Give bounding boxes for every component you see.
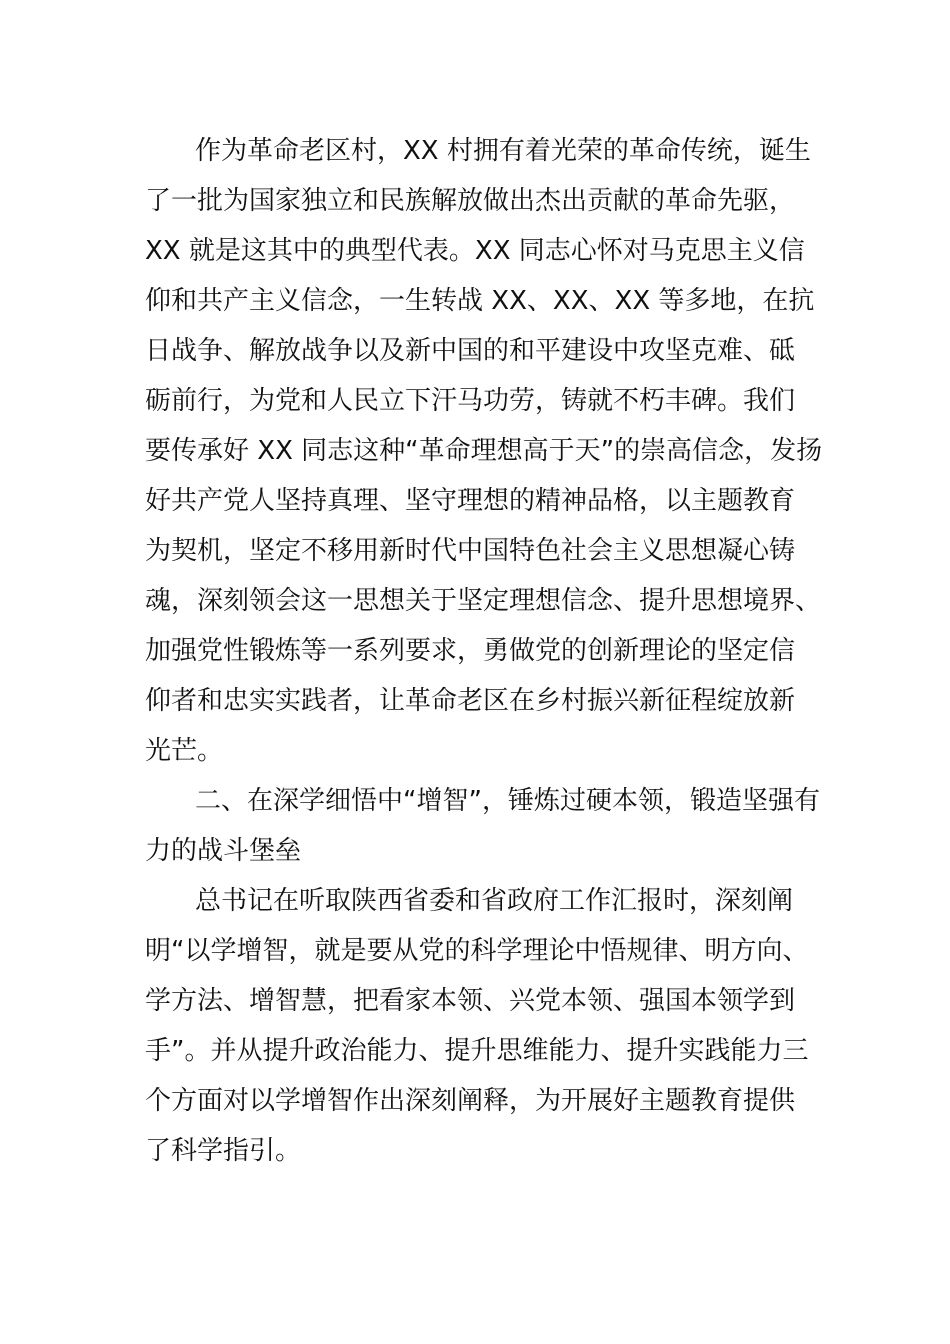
section-heading-line-2: 力的战斗堡垒 xyxy=(145,836,302,866)
paragraph-1-line-7: 要传承好 XX 同志这种“革命理想高于天”的崇高信念，发扬 xyxy=(145,436,823,466)
paragraph-1-line-11: 加强党性锻炼等一系列要求，勇做党的创新理论的坚定信 xyxy=(145,636,796,666)
paragraph-1-line-3: XX 就是这其中的典型代表。XX 同志心怀对马克思主义信 xyxy=(145,236,805,266)
paragraph-1-line-6: 砺前行，为党和人民立下汗马功劳，铸就不朽丰碑。我们 xyxy=(145,386,796,416)
paragraph-1-line-1: 作为革命老区村，XX 村拥有着光荣的革命传统，诞生 xyxy=(195,136,811,166)
paragraph-2-line-5: 个方面对以学增智作出深刻阐释，为开展好主题教育提供 xyxy=(145,1086,796,1116)
paragraph-2-line-6: 了科学指引。 xyxy=(145,1136,302,1166)
paragraph-1-line-8: 好共产党人坚持真理、坚守理想的精神品格，以主题教育 xyxy=(145,486,796,516)
paragraph-1-line-5: 日战争、解放战争以及新中国的和平建设中攻坚克难、砥 xyxy=(145,336,796,366)
paragraph-1-line-2: 了一批为国家独立和民族解放做出杰出贡献的革命先驱， xyxy=(145,186,796,216)
paragraph-1-line-13: 光芒。 xyxy=(145,736,224,766)
paragraph-1-line-9: 为契机，坚定不移用新时代中国特色社会主义思想凝心铸 xyxy=(145,536,796,566)
paragraph-1-line-12: 仰者和忠实实践者，让革命老区在乡村振兴新征程绽放新 xyxy=(145,686,796,716)
paragraph-2-line-4: 手”。并从提升政治能力、提升思维能力、提升实践能力三 xyxy=(145,1036,809,1066)
paragraph-2-line-2: 明“以学增智，就是要从党的科学理论中悟规律、明方向、 xyxy=(145,936,809,966)
paragraph-1-line-10: 魂，深刻领会这一思想关于坚定理想信念、提升思想境界、 xyxy=(145,586,822,616)
paragraph-2-line-1: 总书记在听取陕西省委和省政府工作汇报时，深刻阐 xyxy=(195,886,794,916)
paragraph-2-line-3: 学方法、增智慧，把看家本领、兴党本领、强国本领学到 xyxy=(145,986,796,1016)
paragraph-1-line-4: 仰和共产主义信念，一生转战 XX、XX、XX 等多地，在抗 xyxy=(145,286,815,316)
section-heading-line-1: 二、在深学细悟中“增智”，锤炼过硬本领，锻造坚强有 xyxy=(195,786,820,816)
